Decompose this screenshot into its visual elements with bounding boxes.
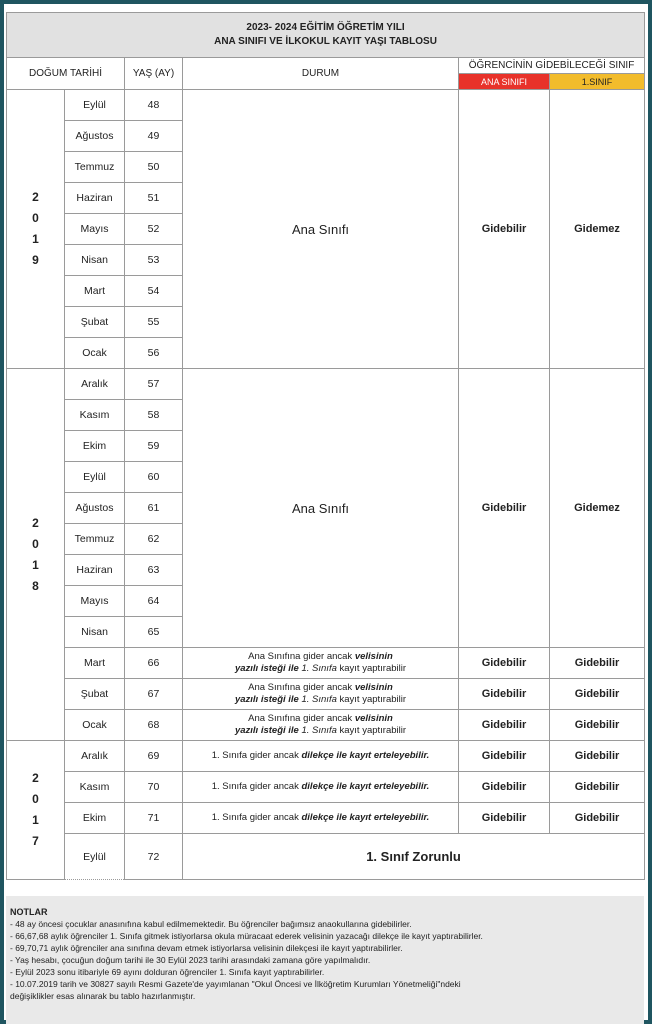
- month-cell: Eylül: [65, 462, 125, 493]
- age-cell: 72: [125, 834, 183, 880]
- age-cell: 71: [125, 803, 183, 834]
- month-cell: Aralık: [65, 741, 125, 772]
- age-cell: 61: [125, 493, 183, 524]
- month-cell: Haziran: [65, 555, 125, 586]
- kayit-yasi-table: [6, 12, 645, 880]
- header-dogum-tarihi: DOĞUM TARİHİ: [7, 58, 125, 90]
- birinci-verdict: Gidebilir: [550, 648, 645, 679]
- age-cell: 65: [125, 617, 183, 648]
- month-cell: Mart: [65, 648, 125, 679]
- ana-verdict: Gidebilir: [459, 741, 550, 772]
- month-cell: Eylül: [65, 834, 125, 880]
- age-cell: 51: [125, 183, 183, 214]
- status-dilekce: 1. Sınıfa gider ancak dilekçe ile kayıt erteleyebilir.: [183, 741, 459, 772]
- month-cell: Şubat: [65, 307, 125, 338]
- month-cell: Ekim: [65, 803, 125, 834]
- year-2017: 2 0 1 7: [7, 741, 65, 880]
- age-cell: 53: [125, 245, 183, 276]
- header-ana-sinifi: ANA SINIFI: [459, 74, 550, 90]
- title-line-1: 2023- 2024 EĞİTİM ÖĞRETİM YILI: [246, 22, 405, 33]
- month-cell: Ağustos: [65, 493, 125, 524]
- ana-verdict-2019: Gidebilir: [459, 90, 550, 369]
- age-cell: 56: [125, 338, 183, 369]
- year-2019: 2 0 1 9: [7, 90, 65, 369]
- month-cell: Mayıs: [65, 214, 125, 245]
- month-cell: Temmuz: [65, 524, 125, 555]
- month-cell: Kasım: [65, 772, 125, 803]
- birinci-verdict: Gidebilir: [550, 710, 645, 741]
- birinci-verdict-2018: Gidemez: [550, 369, 645, 648]
- month-cell: Aralık: [65, 369, 125, 400]
- note-item: - 66,67,68 aylık öğrenciler 1. Sınıfa gitmek istiyorlarsa okula müracaat ederek velisinin yazacağı dilekçe ile kayıt yaptırabilirler.: [10, 931, 483, 941]
- note-item: - Yaş hesabı, çocuğun doğum tarihi ile 30 Eylül 2023 tarihi arasındaki zamana göre yapılmalıdır.: [10, 955, 371, 965]
- ana-verdict: Gidebilir: [459, 803, 550, 834]
- month-cell: Mayıs: [65, 586, 125, 617]
- age-cell: 68: [125, 710, 183, 741]
- age-cell: 49: [125, 121, 183, 152]
- month-cell: Eylül: [65, 90, 125, 121]
- ana-verdict: Gidebilir: [459, 648, 550, 679]
- header-gidebilecegi-sinif: ÖĞRENCİNİN GİDEBİLECEĞİ SINIF: [459, 58, 645, 74]
- month-cell: Ekim: [65, 431, 125, 462]
- age-cell: 63: [125, 555, 183, 586]
- status-veli-istegi: Ana Sınıfına gider ancak velisinin yazılı isteği ile 1. Sınıfa kayıt yaptırabilir: [183, 679, 459, 710]
- age-cell: 59: [125, 431, 183, 462]
- age-cell: 70: [125, 772, 183, 803]
- age-cell: 69: [125, 741, 183, 772]
- age-cell: 64: [125, 586, 183, 617]
- age-cell: 52: [125, 214, 183, 245]
- month-cell: Şubat: [65, 679, 125, 710]
- age-cell: 54: [125, 276, 183, 307]
- status-dilekce: 1. Sınıfa gider ancak dilekçe ile kayıt erteleyebilir.: [183, 803, 459, 834]
- ana-verdict: Gidebilir: [459, 772, 550, 803]
- status-veli-istegi: Ana Sınıfına gider ancak velisinin yazılı isteği ile 1. Sınıfa kayıt yaptırabilir: [183, 710, 459, 741]
- note-item: - 48 ay öncesi çocuklar anasınıfına kabul edilmemektedir. Bu öğrenciler bağımsız anaokullarına gidebilirler.: [10, 919, 412, 929]
- age-cell: 66: [125, 648, 183, 679]
- month-cell: Ağustos: [65, 121, 125, 152]
- ana-verdict: Gidebilir: [459, 710, 550, 741]
- age-cell: 60: [125, 462, 183, 493]
- note-item: - 69,70,71 aylık öğrenciler ana sınıfına devam etmek istiyorlarsa velisinin dilekçesi ile kayıt yaptırabilirler.: [10, 943, 403, 953]
- table-title: [7, 13, 645, 58]
- note-item: - Eylül 2023 sonu itibariyle 69 ayını dolduran öğrenciler 1. Sınıfa kayıt yaptırabilirler.: [10, 967, 325, 977]
- month-cell: Temmuz: [65, 152, 125, 183]
- status-ana-sinifi-2018: Ana Sınıfı: [183, 369, 459, 648]
- note-item: değişiklikler esas alınarak bu tablo hazırlanmıştır.: [10, 991, 196, 1001]
- header-yas: YAŞ (AY): [125, 58, 183, 90]
- age-cell: 55: [125, 307, 183, 338]
- status-dilekce: 1. Sınıfa gider ancak dilekçe ile kayıt erteleyebilir.: [183, 772, 459, 803]
- title-line-2: ANA SINIFI VE İLKOKUL KAYIT YAŞI TABLOSU: [214, 36, 437, 47]
- birinci-verdict-2019: Gidemez: [550, 90, 645, 369]
- header-durum: DURUM: [183, 58, 459, 90]
- month-cell: Nisan: [65, 617, 125, 648]
- month-cell: Ocak: [65, 710, 125, 741]
- month-cell: Mart: [65, 276, 125, 307]
- month-cell: Kasım: [65, 400, 125, 431]
- status-zorunlu: 1. Sınıf Zorunlu: [183, 834, 645, 880]
- age-cell: 58: [125, 400, 183, 431]
- month-cell: Ocak: [65, 338, 125, 369]
- age-cell: 67: [125, 679, 183, 710]
- month-cell: Haziran: [65, 183, 125, 214]
- birinci-verdict: Gidebilir: [550, 772, 645, 803]
- birinci-verdict: Gidebilir: [550, 803, 645, 834]
- birinci-verdict: Gidebilir: [550, 741, 645, 772]
- status-veli-istegi: Ana Sınıfına gider ancak velisinin yazılı isteği ile 1. Sınıfa kayıt yaptırabilir: [183, 648, 459, 679]
- age-cell: 48: [125, 90, 183, 121]
- notes-title: NOTLAR: [10, 907, 48, 917]
- status-ana-sinifi-2019: Ana Sınıfı: [183, 90, 459, 369]
- notes-section: [6, 896, 644, 1024]
- year-2018: 2 0 1 8: [7, 369, 65, 741]
- age-cell: 50: [125, 152, 183, 183]
- age-cell: 62: [125, 524, 183, 555]
- month-cell: Nisan: [65, 245, 125, 276]
- header-birinci-sinif: 1.SINIF: [550, 74, 645, 90]
- age-cell: 57: [125, 369, 183, 400]
- ana-verdict-2018: Gidebilir: [459, 369, 550, 648]
- birinci-verdict: Gidebilir: [550, 679, 645, 710]
- ana-verdict: Gidebilir: [459, 679, 550, 710]
- note-item: - 10.07.2019 tarih ve 30827 sayılı Resmi Gazete'de yayımlanan "Okul Öncesi ve İlköğretim Kurumları Yönetmeliği"ndeki: [10, 979, 461, 989]
